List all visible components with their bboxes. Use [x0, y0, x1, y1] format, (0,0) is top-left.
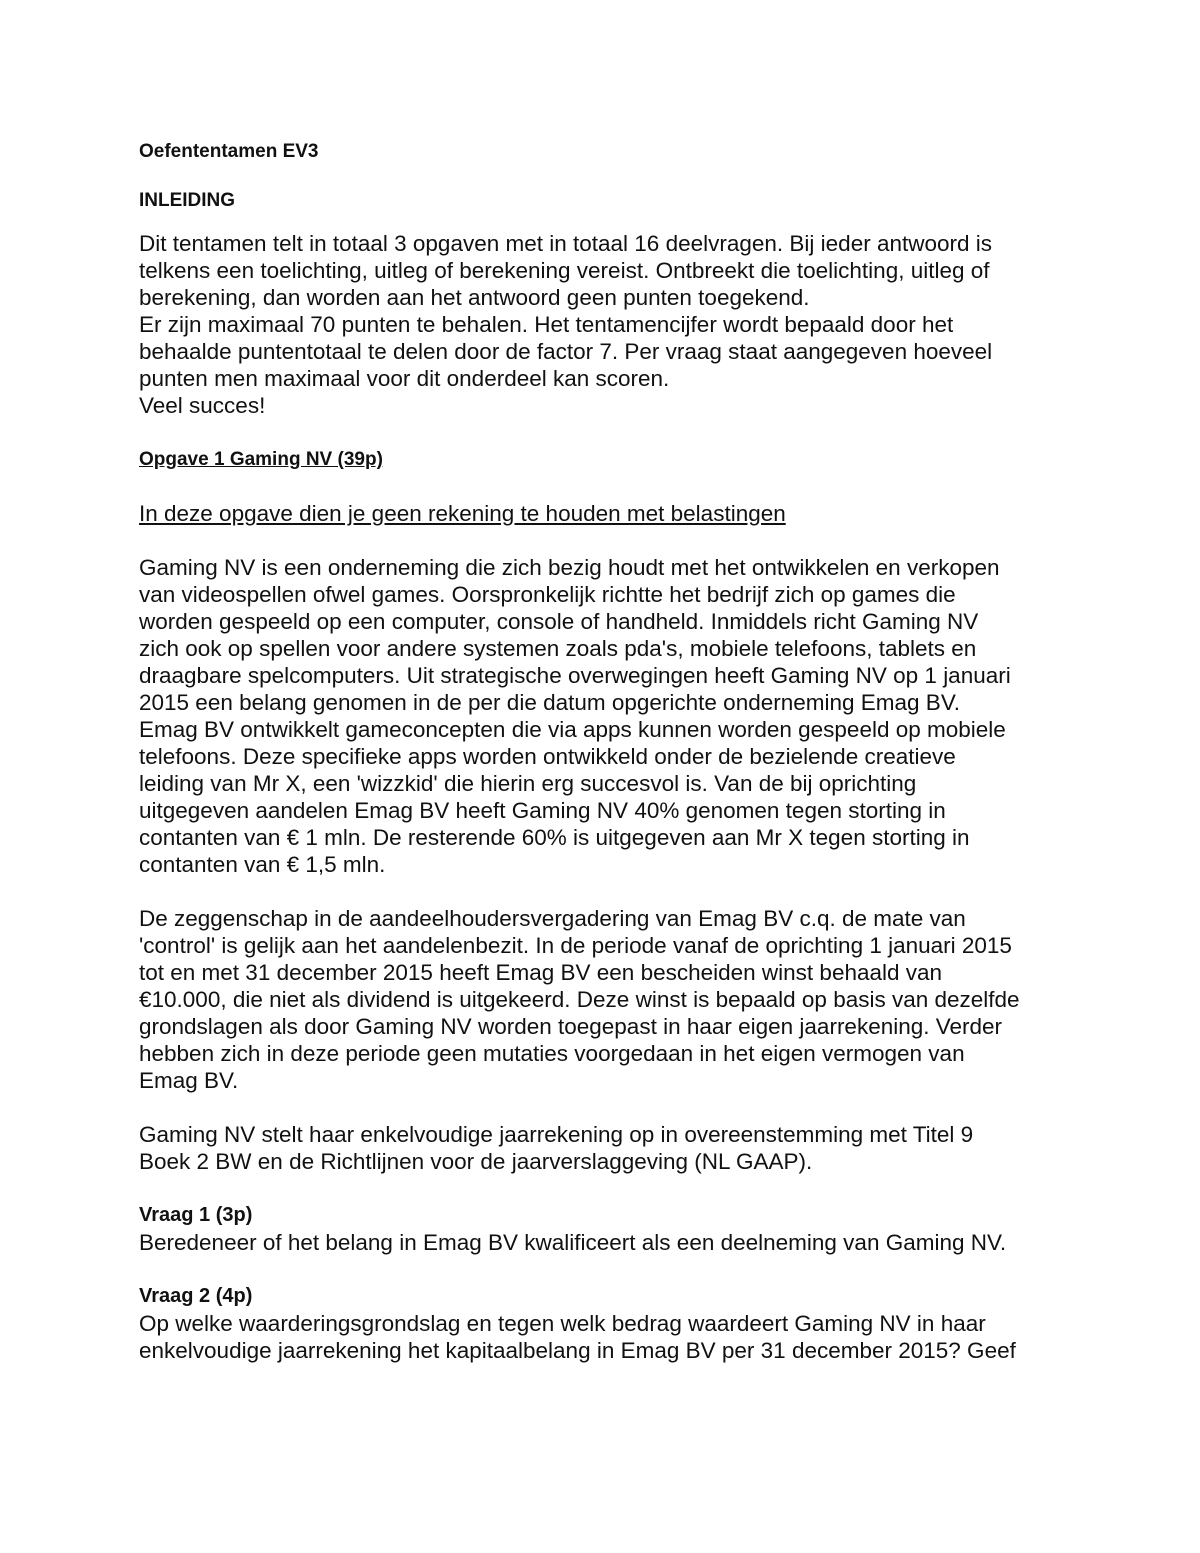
intro-line: behaalde puntentotaal te delen door de factor 7. Per vraag staat aangegeven hoeveel: [139, 339, 993, 364]
paragraph-line: draagbare spelcomputers. Uit strategische overwegingen heeft Gaming NV op 1 januari: [139, 663, 1011, 688]
paragraph-line: 'control' is gelijk aan het aandelenbezit. In de periode vanaf de oprichting 1 januari 2015: [139, 933, 1012, 958]
spacer: [139, 473, 1074, 500]
paragraph-line: Gaming NV stelt haar enkelvoudige jaarrekening op in overeenstemming met Titel 9: [139, 1122, 974, 1147]
vraag-1-title: Vraag 1 (3p): [139, 1204, 253, 1226]
intro-paragraph: [139, 230, 1074, 419]
spacer: [139, 527, 1074, 554]
case-paragraph-3: [139, 1121, 1074, 1175]
vraag-2-title: Vraag 2 (4p): [139, 1285, 253, 1307]
vraag-2-text: [139, 1310, 1074, 1364]
case-paragraph-2: [139, 905, 1074, 1094]
opgave-1-note: In deze opgave dien je geen rekening te houden met belastingen: [139, 501, 786, 526]
intro-line: punten men maximaal voor dit onderdeel kan scoren.: [139, 366, 670, 391]
paragraph-line: tot en met 31 december 2015 heeft Emag BV een bescheiden winst behaald van: [139, 960, 943, 985]
intro-line: telkens een toelichting, uitleg of berekening vereist. Ontbreekt die toelichting, uitleg of: [139, 258, 990, 283]
intro-line: Dit tentamen telt in totaal 3 opgaven met in totaal 16 deelvragen. Bij ieder antwoord is: [139, 231, 993, 256]
intro-line: berekening, dan worden aan het antwoord geen punten toegekend.: [139, 285, 810, 310]
document-title: Oefententamen EV3: [139, 141, 319, 162]
opgave-1-title: Opgave 1 Gaming NV (39p): [139, 449, 383, 470]
paragraph-line: zich ook op spellen voor andere systemen zoals pda's, mobiele telefoons, tablets en: [139, 636, 977, 661]
paragraph-line: Boek 2 BW en de Richtlijnen voor de jaarverslaggeving (NL GAAP).: [139, 1149, 813, 1174]
question-line: Beredeneer of het belang in Emag BV kwalificeert als een deelneming van Gaming NV.: [139, 1230, 1007, 1255]
case-paragraph-1: [139, 554, 1074, 878]
paragraph-line: Gaming NV is een onderneming die zich bezig houdt met het ontwikkelen en verkopen: [139, 555, 1000, 580]
paragraph-line: van videospellen ofwel games. Oorspronkelijk richtte het bedrijf zich op games die: [139, 582, 956, 607]
question-line: enkelvoudige jaarrekening het kapitaalbelang in Emag BV per 31 december 2015? Geef: [139, 1338, 1016, 1363]
intro-line: Veel succes!: [139, 393, 266, 418]
paragraph-line: contanten van € 1 mln. De resterende 60% is uitgegeven aan Mr X tegen storting in: [139, 825, 970, 850]
paragraph-line: leiding van Mr X, een 'wizzkid' die hierin erg succesvol is. Van de bij oprichting: [139, 771, 917, 796]
spacer: [139, 1175, 1074, 1202]
document-page: [139, 138, 1074, 1364]
vraag-1-text: [139, 1229, 1074, 1256]
paragraph-line: telefoons. Deze specifieke apps worden ontwikkeld onder de bezielende creatieve: [139, 744, 956, 769]
paragraph-line: uitgegeven aandelen Emag BV heeft Gaming NV 40% genomen tegen storting in: [139, 798, 946, 823]
paragraph-line: Emag BV ontwikkelt gameconcepten die via apps kunnen worden gespeeld op mobiele: [139, 717, 1006, 742]
spacer: [139, 1094, 1074, 1121]
paragraph-line: 2015 een belang genomen in de per die datum opgerichte onderneming Emag BV.: [139, 690, 961, 715]
paragraph-line: worden gespeeld op een computer, console of handheld. Inmiddels richt Gaming NV: [139, 609, 979, 634]
spacer: [139, 878, 1074, 905]
paragraph-line: contanten van € 1,5 mln.: [139, 852, 386, 877]
question-line: Op welke waarderingsgrondslag en tegen welk bedrag waardeert Gaming NV in haar: [139, 1311, 986, 1336]
spacer: [139, 1256, 1074, 1283]
paragraph-line: De zeggenschap in de aandeelhoudersvergadering van Emag BV c.q. de mate van: [139, 906, 966, 931]
paragraph-line: grondslagen als door Gaming NV worden toegepast in haar eigen jaarrekening. Verder: [139, 1014, 1003, 1039]
spacer: [139, 419, 1074, 446]
paragraph-line: €10.000, die niet als dividend is uitgekeerd. Deze winst is bepaald op basis van dezelfde: [139, 987, 1020, 1012]
paragraph-line: Emag BV.: [139, 1068, 239, 1093]
intro-heading: INLEIDING: [139, 190, 236, 211]
paragraph-line: hebben zich in deze periode geen mutaties voorgedaan in het eigen vermogen van: [139, 1041, 965, 1066]
intro-line: Er zijn maximaal 70 punten te behalen. Het tentamencijfer wordt bepaald door het: [139, 312, 954, 337]
